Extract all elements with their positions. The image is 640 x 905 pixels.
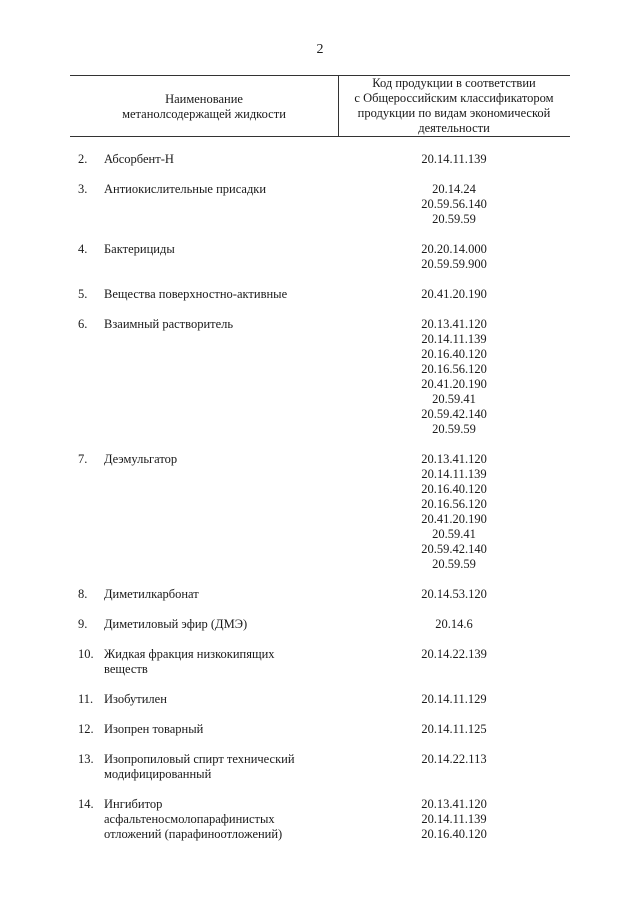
row-name	[92, 287, 322, 302]
row-number: 14.	[78, 797, 94, 811]
row-name	[92, 647, 322, 677]
row-codes	[338, 242, 570, 272]
table-row	[0, 617, 640, 632]
row-name	[92, 587, 322, 602]
row-name-line: Изопропиловый спирт технический	[104, 752, 295, 766]
row-name	[92, 752, 322, 782]
row-name	[92, 182, 322, 227]
table-body	[0, 152, 640, 857]
row-name	[92, 152, 322, 167]
product-code: 20.14.22.139	[421, 647, 487, 661]
row-number: 8.	[78, 587, 88, 601]
product-code: 20.59.41	[432, 527, 476, 541]
product-code: 20.41.20.190	[421, 287, 487, 301]
row-name	[92, 722, 322, 737]
row-name-line: Диметиловый эфир (ДМЭ)	[104, 617, 248, 631]
row-name-line: Ингибитор	[104, 797, 163, 811]
row-number: 2.	[78, 152, 88, 166]
product-code: 20.59.56.140	[421, 197, 487, 211]
row-codes	[338, 692, 570, 707]
row-codes	[338, 617, 570, 632]
row-name-line: Бактерициды	[104, 242, 175, 256]
row-number: 10.	[78, 647, 94, 661]
product-code: 20.13.41.120	[421, 317, 487, 331]
column-header-name	[70, 92, 338, 122]
table-row	[0, 452, 640, 572]
product-code: 20.16.40.120	[421, 347, 487, 361]
product-code: 20.13.41.120	[421, 452, 487, 466]
row-name-line: отложений (парафиноотложений)	[104, 827, 283, 841]
row-name-line: Изобутилен	[104, 692, 167, 706]
row-number: 13.	[78, 752, 94, 766]
product-code: 20.59.42.140	[421, 542, 487, 556]
table-row	[0, 797, 640, 842]
row-name-line: модифицированный	[104, 767, 212, 781]
product-code: 20.59.42.140	[421, 407, 487, 421]
row-codes	[338, 452, 570, 572]
column-header-name-line: Наименование	[165, 92, 243, 106]
row-codes	[338, 722, 570, 737]
row-name-line: Взаимный растворитель	[104, 317, 234, 331]
product-code: 20.59.59	[432, 212, 476, 226]
table-row	[0, 287, 640, 302]
table-header-bottom-rule	[70, 136, 570, 137]
row-name-line: Жидкая фракция низкокипящих	[104, 647, 275, 661]
column-header-code-line: Код продукции в соответствии	[372, 76, 536, 90]
row-name	[92, 452, 322, 572]
row-number: 3.	[78, 182, 88, 196]
row-name-line: Вещества поверхностно-активные	[104, 287, 288, 301]
row-name-line: Абсорбент-Н	[104, 152, 174, 166]
table-row	[0, 692, 640, 707]
column-header-code	[338, 76, 570, 136]
column-header-name-line: метанолсодержащей жидкости	[122, 107, 286, 121]
row-number: 5.	[78, 287, 88, 301]
row-codes	[338, 182, 570, 227]
row-codes	[338, 317, 570, 437]
row-number: 7.	[78, 452, 88, 466]
row-name-line: асфальтеносмолопарафинистых	[104, 812, 275, 826]
product-code: 20.16.40.120	[421, 482, 487, 496]
row-name-line: Изопрен товарный	[104, 722, 204, 736]
product-code: 20.59.59.900	[421, 257, 487, 271]
product-code: 20.14.11.125	[421, 722, 487, 736]
product-code: 20.14.53.120	[421, 587, 487, 601]
column-header-code-line: продукции по видам экономической	[357, 106, 551, 120]
row-codes	[338, 647, 570, 662]
table-row	[0, 182, 640, 227]
row-name	[92, 617, 322, 632]
product-code: 20.16.56.120	[421, 362, 487, 376]
product-code: 20.14.24	[432, 182, 476, 196]
row-number: 12.	[78, 722, 94, 736]
table-row	[0, 317, 640, 437]
product-code: 20.41.20.190	[421, 512, 487, 526]
table-row	[0, 152, 640, 167]
table-row	[0, 647, 640, 677]
table-row	[0, 752, 640, 782]
product-code: 20.59.59	[432, 422, 476, 436]
row-number: 6.	[78, 317, 88, 331]
table-row	[0, 242, 640, 272]
row-number: 11.	[78, 692, 94, 706]
row-name	[92, 797, 322, 842]
row-codes	[338, 587, 570, 602]
product-code: 20.16.40.120	[421, 827, 487, 841]
product-code: 20.59.59	[432, 557, 476, 571]
row-codes	[338, 752, 570, 767]
product-code: 20.20.14.000	[421, 242, 487, 256]
row-name-line: веществ	[104, 662, 148, 676]
product-code: 20.14.22.113	[421, 752, 487, 766]
product-code: 20.13.41.120	[421, 797, 487, 811]
row-name-line: Антиокислительные присадки	[104, 182, 267, 196]
row-number: 9.	[78, 617, 88, 631]
row-codes	[338, 152, 570, 167]
product-code: 20.14.11.129	[421, 692, 487, 706]
product-code: 20.41.20.190	[421, 377, 487, 391]
column-header-code-line: с Общероссийским классификатором	[354, 91, 554, 105]
product-code: 20.14.11.139	[421, 332, 487, 346]
row-name	[92, 317, 322, 437]
row-codes	[338, 287, 570, 302]
table-row	[0, 722, 640, 737]
table-row	[0, 587, 640, 602]
product-code: 20.14.11.139	[421, 152, 487, 166]
product-code: 20.14.11.139	[421, 812, 487, 826]
product-code: 20.59.41	[432, 392, 476, 406]
column-header-code-line: деятельности	[418, 121, 490, 135]
row-name	[92, 692, 322, 707]
row-name-line: Диметилкарбонат	[104, 587, 199, 601]
product-code: 20.14.6	[435, 617, 473, 631]
product-code: 20.16.56.120	[421, 497, 487, 511]
product-code: 20.14.11.139	[421, 467, 487, 481]
row-codes	[338, 797, 570, 842]
row-number: 4.	[78, 242, 88, 256]
row-name-line: Деэмульгатор	[104, 452, 178, 466]
page-number: 2	[316, 42, 324, 57]
row-name	[92, 242, 322, 272]
